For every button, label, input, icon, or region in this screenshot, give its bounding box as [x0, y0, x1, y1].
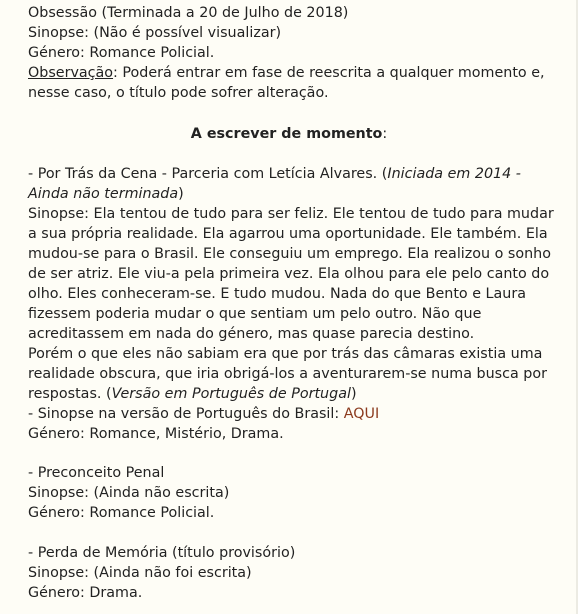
- synopsis-line: realidade obscura, que iria obrigá-los a aventurarem-se numa busca por: [28, 366, 547, 382]
- section-heading: [0, 124, 578, 144]
- book-title-obsessao: Obsessão (Terminada a 20 de Julho de 2018): [28, 5, 349, 21]
- genre-preconceito: Género: Romance Policial.: [28, 505, 215, 521]
- synopsis-last-text: respostas. (: [28, 386, 112, 402]
- brazil-version-text: - Sinopse na versão de Português do Brasil:: [28, 406, 344, 422]
- synopsis-line: a sua própria realidade. Ela agarrou uma oportunidade. Ele também. Ela: [28, 226, 548, 242]
- book-title-text: - Por Trás da Cena - Parceria com Letícia Alvares. (: [28, 166, 388, 182]
- brazil-version-line: [28, 404, 379, 424]
- book-status-continued: [28, 184, 184, 204]
- version-note: Versão em Português de Portugal: [111, 386, 351, 402]
- synopsis-line: de ser atriz. Ele viu-a pela primeira vez. Ela olhou para ele pelo canto do: [28, 266, 550, 282]
- synopsis-preconceito: Sinopse: (Ainda não escrita): [28, 485, 230, 501]
- book-title-preconceito-penal: - Preconceito Penal: [28, 465, 165, 481]
- close-paren: ): [350, 386, 357, 402]
- synopsis-line: olho. Eles conheceram-se. E tudo mudou. Nada do que Bento e Laura: [28, 286, 526, 302]
- genre-perda: Género: Drama.: [28, 585, 143, 601]
- synopsis-perda: Sinopse: (Ainda não foi escrita): [28, 565, 252, 581]
- book-status-text: Ainda não terminada: [28, 186, 179, 202]
- synopsis-line: fizessem poderia mudar o que sentiam um pelo outro. Não que: [28, 306, 482, 322]
- synopsis-line: acreditassem em nada do género, mas quase parecia destino.: [28, 326, 475, 342]
- close-paren: ): [178, 186, 184, 202]
- observation-text: : Poderá entrar em fase de reescrita a qualquer momento e,: [113, 65, 545, 81]
- book-status: Iniciada em 2014 -: [387, 166, 521, 182]
- observation-text-continued: nesse caso, o título pode sofrer alteração.: [28, 85, 329, 101]
- synopsis-line: Sinopse: Ela tentou de tudo para ser feliz. Ele tentou de tudo para mudar: [28, 206, 554, 222]
- brazil-version-link[interactable]: AQUI: [343, 406, 380, 422]
- synopsis-line: mudou-se para o Brasil. Ele conseguiu um emprego. Ela realizou o sonho: [28, 246, 551, 262]
- synopsis-last-line: [28, 384, 357, 404]
- observation-line: [28, 63, 545, 83]
- synopsis-line: Porém o que eles não sabiam era que por trás das câmaras existia uma: [28, 346, 543, 362]
- genre-obsessao: Género: Romance Policial.: [28, 45, 215, 61]
- book-title-perda-de-memoria: - Perda de Memória (título provisório): [28, 545, 296, 561]
- observation-label: Observação: [28, 65, 114, 81]
- genre-por-tras: Género: Romance, Mistério, Drama.: [28, 426, 284, 442]
- book-title-por-tras-da-cena: [28, 164, 521, 184]
- section-heading-text: A escrever de momento: [190, 126, 383, 142]
- synopsis-obsessao: Sinopse: (Não é possível visualizar): [28, 25, 282, 41]
- section-heading-colon: :: [382, 126, 388, 142]
